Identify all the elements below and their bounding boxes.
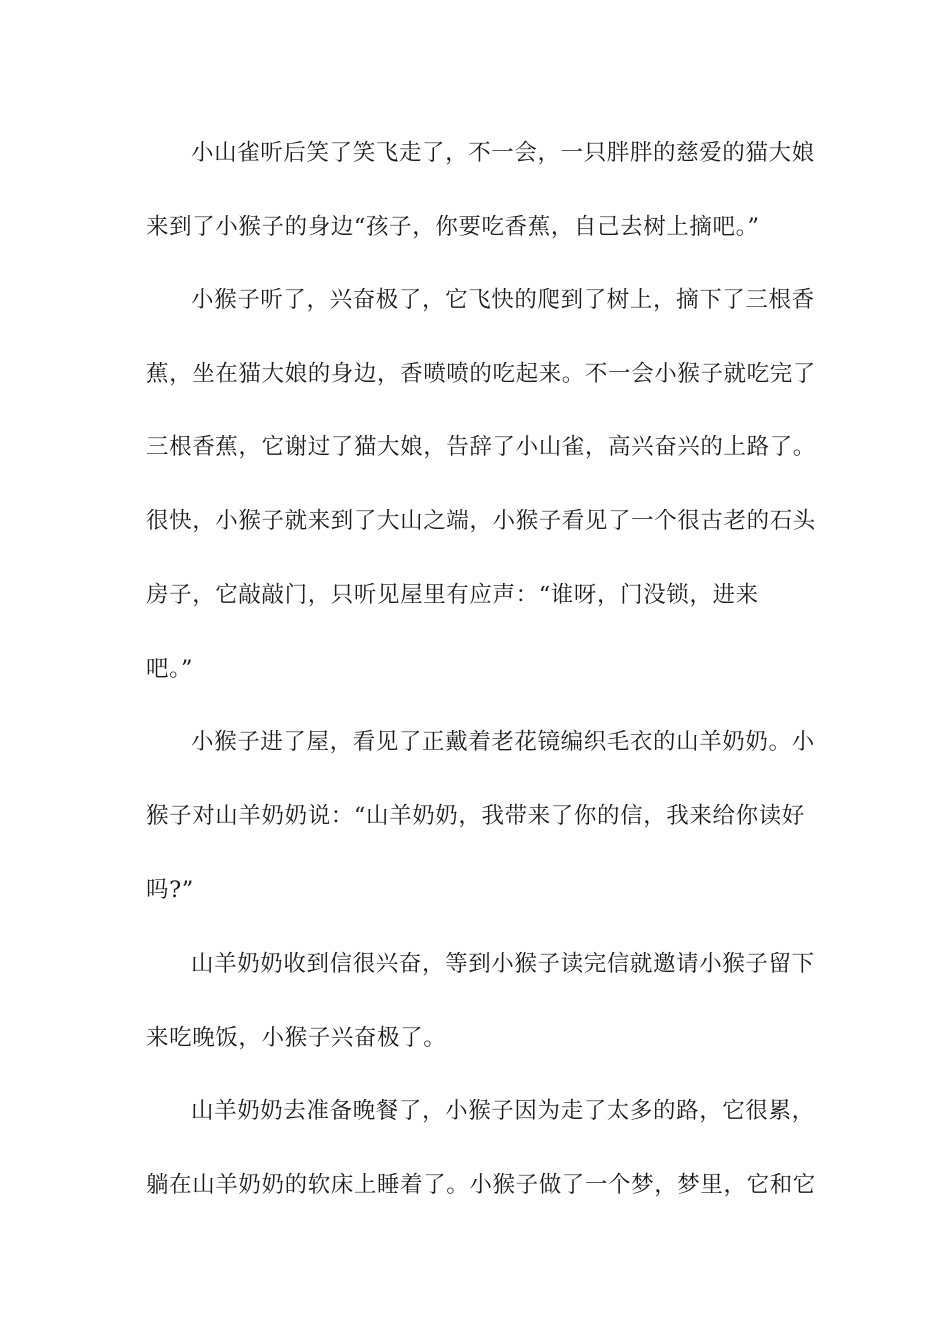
paragraph-line: 房子，它敲敲门，只听见屋里有应声：“谁呀，门没锁，进来 bbox=[146, 582, 759, 608]
paragraph-line: 蕉，坐在猫大娘的身边，香喷喷的吃起来。不一会小猴子就吃完了 bbox=[146, 361, 816, 387]
paragraph-line: 吗?” bbox=[146, 877, 194, 903]
paragraph-line: 小猴子听了，兴奋极了，它飞快的爬到了树上，摘下了三根香 bbox=[191, 287, 815, 313]
paragraph-line: 小山雀听后笑了笑飞走了，不一会，一只胖胖的慈爱的猫大娘 bbox=[191, 140, 815, 166]
paragraph-line: 来到了小猴子的身边“孩子，你要吃香蕉，自己去树上摘吧。” bbox=[146, 214, 760, 240]
paragraph-line: 躺在山羊奶奶的软床上睡着了。小猴子做了一个梦，梦里，它和它 bbox=[146, 1172, 816, 1198]
paragraph-line: 山羊奶奶收到信很兴奋，等到小猴子读完信就邀请小猴子留下 bbox=[191, 951, 815, 977]
paragraph-line: 猴子对山羊奶奶说：“山羊奶奶，我带来了你的信，我来给你读好 bbox=[146, 803, 805, 829]
paragraph-line: 来吃晚饭，小猴子兴奋极了。 bbox=[146, 1025, 447, 1051]
paragraph-line: 吧。” bbox=[146, 656, 194, 682]
paragraph-line: 山羊奶奶去准备晚餐了，小猴子因为走了太多的路，它很累， bbox=[191, 1098, 815, 1124]
paragraph-line: 小猴子进了屋，看见了正戴着老花镜编织毛衣的山羊奶奶。小 bbox=[191, 729, 815, 755]
paragraph-line: 很快，小猴子就来到了大山之端，小猴子看见了一个很古老的石头 bbox=[146, 508, 816, 534]
paragraph-line: 三根香蕉，它谢过了猫大娘，告辞了小山雀，高兴奋兴的上路了。 bbox=[146, 434, 816, 460]
